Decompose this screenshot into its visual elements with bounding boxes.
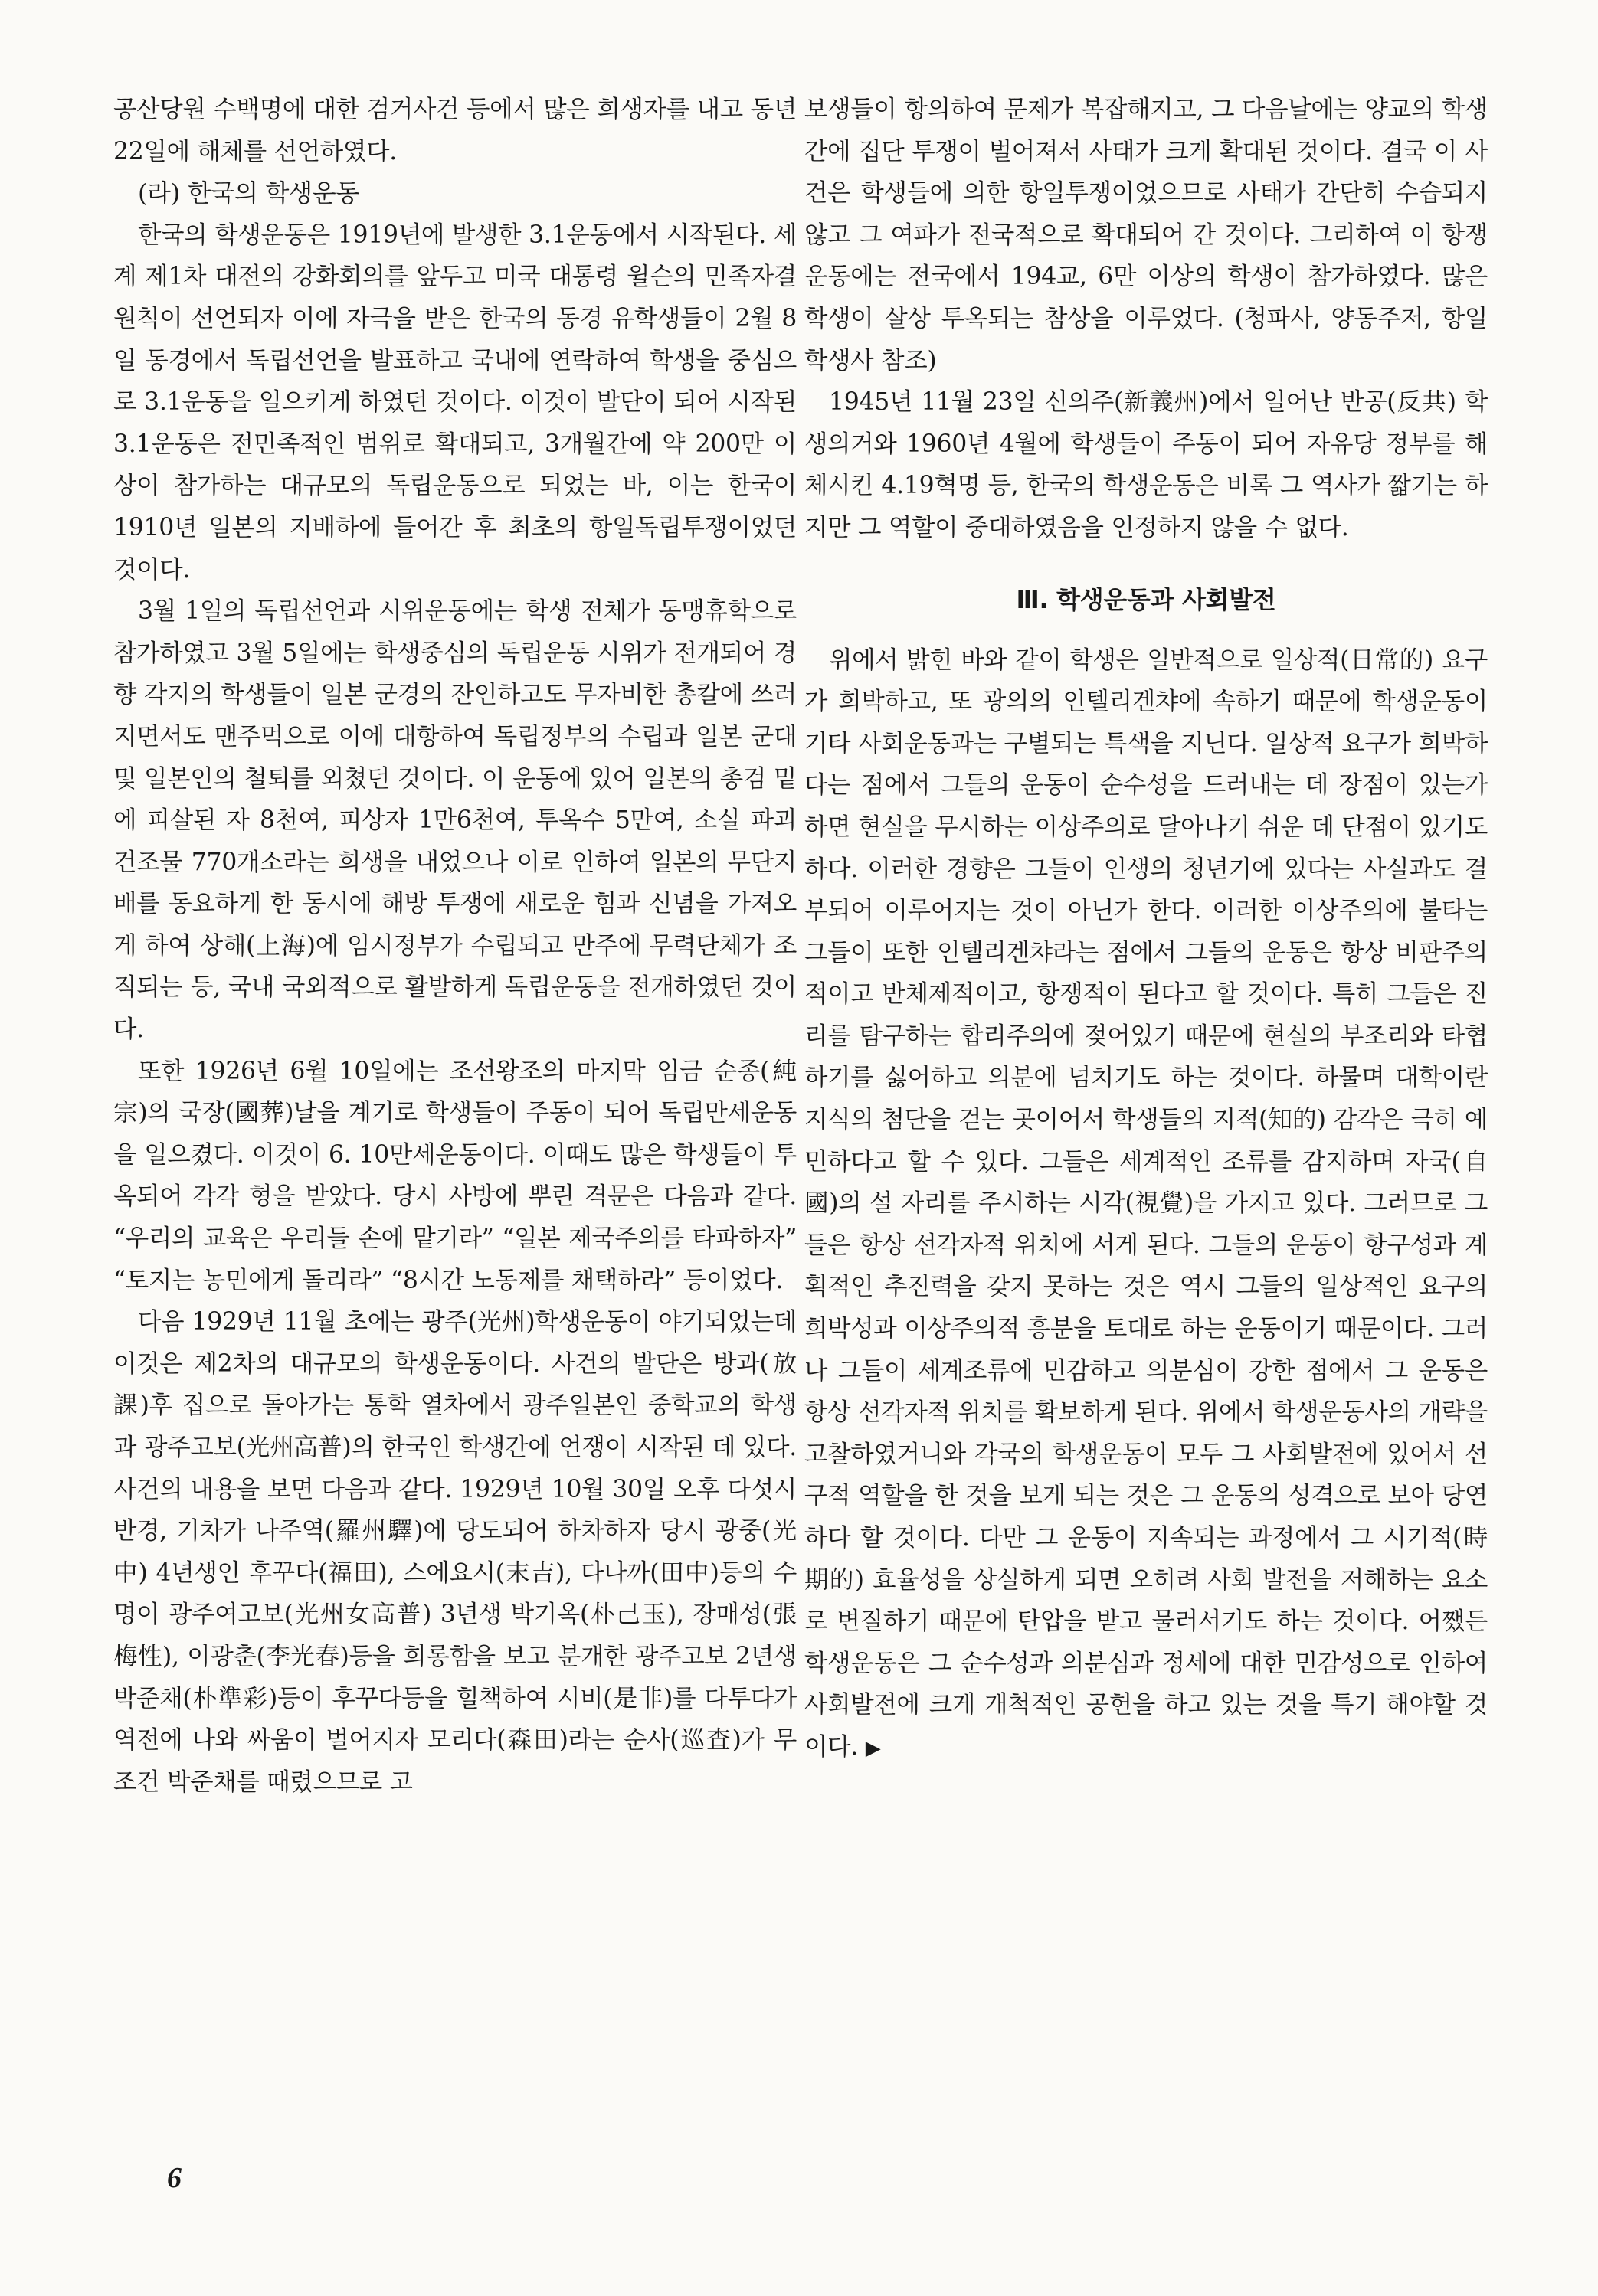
- intro-paragraph: 공산당원 수백명에 대한 검거사건 등에서 많은 희생자를 내고 동년 22일에 해체를 선언하였다.: [113, 96, 797, 165]
- paragraph-march-first: 한국의 학생운동은 1919년에 발생한 3.1운동에서 시작된다. 세계 제1차 대전의 강화회의를 앞두고 미국 대통령 윌슨의 민족자결원칙이 선언되자 이에 자극을 받은 한국의 동경 유학생들이 2월 8일 동경에서 독립선언을 발표하고 국내에 연락하여 학생을 중심으로 3.1운동을 일으키게 하였던 것이다. 이것이 발단이 되어 시작된 3.1운동은 전민족적인 범위로 확대되고, 3개월간에 약 200만 이상이 참가하는 대규모의 독립운동으로 되었는 바, 이는 한국이 1910년 일본의 지배하에 들어간 후 최초의 항일독립투쟁이었던 것이다.: [113, 221, 797, 584]
- paragraph-june-tenth: 또한 1926년 6월 10일에는 조선왕조의 마지막 임금 순종(純宗)의 국장(國葬)날을 계기로 학생들이 주동이 되어 독립만세운동을 일으켰다. 이것이 6. 10만세운동이다. 이때도 많은 학생들이 투옥되어 각각 형을 받았다. 당시 사방에 뿌린 격문은 다음과 같다. “우리의 교육은 우리들 손에 맡기라” “일본 제국주의를 타파하자” “토지는 농민에게 돌리라” “8시간 노동제를 채택하라” 등이었다.: [113, 1057, 797, 1294]
- paragraph-gwangju-continued: 보생들이 항의하여 문제가 복잡해지고, 그 다음날에는 양교의 학생간에 집단 투쟁이 벌어져서 사태가 크게 확대된 것이다. 결국 이 사건은 학생들에 의한 항일투쟁이었으므로 사태가 간단히 수습되지 않고 그 여파가 전국적으로 확대되어 간 것이다. 그리하여 이 항쟁운동에는 전국에서 194교, 6만 이상의 학생이 참가하였다. 많은 학생이 살상 투옥되는 참상을 이루었다. (청파사, 양동주저, 항일학생사 참조): [804, 96, 1488, 374]
- social-development-text: 위에서 밝힌 바와 같이 학생은 일반적으로 일상적(日常的) 요구가 희박하고, 또 광의의 인텔리겐챠에 속하기 때문에 학생운동이 기타 사회운동과는 구별되는 특색을 지닌다. 일상적 요구가 희박하다는 점에서 그들의 운동이 순수성을 드러내는 데 장점이 있는가 하면 현실을 무시하는 이상주의로 달아나기 쉬운 데 단점이 있기도 하다. 이러한 경향은 그들이 인생의 청년기에 있다는 사실과도 결부되어 이루어지는 것이 아닌가 한다. 이러한 이상주의에 불타는 그들이 또한 인텔리겐챠라는 점에서 그들의 운동은 항상 비판주의적이고 반체제적이고, 항쟁적이 된다고 할 것이다. 특히 그들은 진리를 탐구하는 합리주의에 젖어있기 때문에 현실의 부조리와 타협하기를 싫어하고 의분에 넘치기도 하는 것이다. 하물며 대학이란 지식의 첨단을 걷는 곳이어서 학생들의 지적(知的) 감각은 극히 예민하다고 할 수 있다. 그들은 세계적인 조류를 감지하며 자국(自國)의 설 자리를 주시하는 시각(視覺)을 가지고 있다. 그러므로 그들은 항상 선각자적 위치에 서게 된다. 그들의 운동이 항구성과 계획적인 추진력을 갖지 못하는 것은 역시 그들의 일상적인 요구의 희박성과 이상주의적 흥분을 토대로 하는 운동이기 때문이다. 그러나 그들이 세계조류에 민감하고 의분심이 강한 점에서 그 운동은 항상 선각자적 위치를 확보하게 된다. 위에서 학생운동사의 개략을 고찰하였거니와 각국의 학생운동이 모두 그 사회발전에 있어서 선구적 역할을 한 것을 보게 되는 것은 그 운동의 성격으로 보아 당연하다 할 것이다. 다만 그 운동이 지속되는 과정에서 그 시기적(時期的) 효율성을 상실하게 되면 오히려 사회 발전을 저해하는 요소로 변질하기 때문에 탄압을 받고 물러서기도 하는 것이다. 어쨌든 학생운동은 그 순수성과 의분심과 정세에 대한 민감성으로 인하여 사회발전에 크게 개척적인 공헌을 하고 있는 것을 특기 해야할 것이다.: [804, 646, 1488, 1761]
- paragraph-march-demonstrations: 3월 1일의 독립선언과 시위운동에는 학생 전체가 동맹휴학으로 참가하였고 3월 5일에는 학생중심의 독립운동 시위가 전개되어 경향 각지의 학생들이 일본 군경의 잔인하고도 무자비한 총칼에 쓰러지면서도 맨주먹으로 이에 대항하여 독립정부의 수립과 일본 군대 및 일본인의 철퇴를 외쳤던 것이다. 이 운동에 있어 일본의 총검 밑에 피살된 자 8천여, 피상자 1만6천여, 투옥수 5만여, 소실 파괴 건조물 770개소라는 희생을 내었으나 이로 인하여 일본의 무단지배를 동요하게 한 동시에 해방 투쟁에 새로운 힘과 신념을 가져오게 하여 상해(上海)에 임시정부가 수립되고 만주에 무력단체가 조직되는 등, 국내 국외적으로 활발하게 독립운동을 전개하였던 것이다.: [113, 597, 797, 1044]
- page-number: 6: [167, 2162, 182, 2194]
- paragraph-social-development: [804, 639, 1488, 1770]
- end-mark-icon: ▶: [865, 1736, 881, 1760]
- paragraph-gwangju: 다음 1929년 11월 초에는 광주(光州)학생운동이 야기되었는데 이것은 제2차의 대규모의 학생운동이다. 사건의 발단은 방과(放課)후 집으로 돌아가는 통학 열차에서 광주일본인 중학교의 학생과 광주고보(光州高普)의 한국인 학생간에 언쟁이 시작된 데 있다. 사건의 내용을 보면 다음과 같다. 1929년 10월 30일 오후 다섯시 반경, 기차가 나주역(羅州驛)에 당도되어 하차하자 당시 광중(光中) 4년생인 후꾸다(福田), 스에요시(末吉), 다나까(田中)등의 수명이 광주여고보(光州女高普) 3년생 박기옥(朴己玉), 장매성(張梅性), 이광춘(李光春)등을 희롱함을 보고 분개한 광주고보 2년생 박준채(朴準彩)등이 후꾸다등을 힐책하여 시비(是非)를 다투다가 역전에 나와 싸움이 벌어지자 모리다(森田)라는 순사(巡査)가 무조건 박준채를 때렸으므로 고: [113, 1308, 797, 1796]
- right-column: [804, 89, 1488, 1770]
- section-heading: (라) 한국의 학생운동: [138, 178, 360, 208]
- left-column: [113, 89, 797, 1803]
- chapter-heading: Ⅲ. 학생운동과 사회발전: [1016, 584, 1276, 614]
- paragraph-sinuiju-april: 1945년 11월 23일 신의주(新義州)에서 일어난 반공(反共) 학생의거와 1960년 4월에 학생들이 주동이 되어 자유당 정부를 해체시킨 4.19혁명 등, 한국의 학생운동은 비록 그 역사가 짧기는 하지만 그 역할이 중대하였음을 인정하지 않을 수 없다.: [804, 388, 1488, 541]
